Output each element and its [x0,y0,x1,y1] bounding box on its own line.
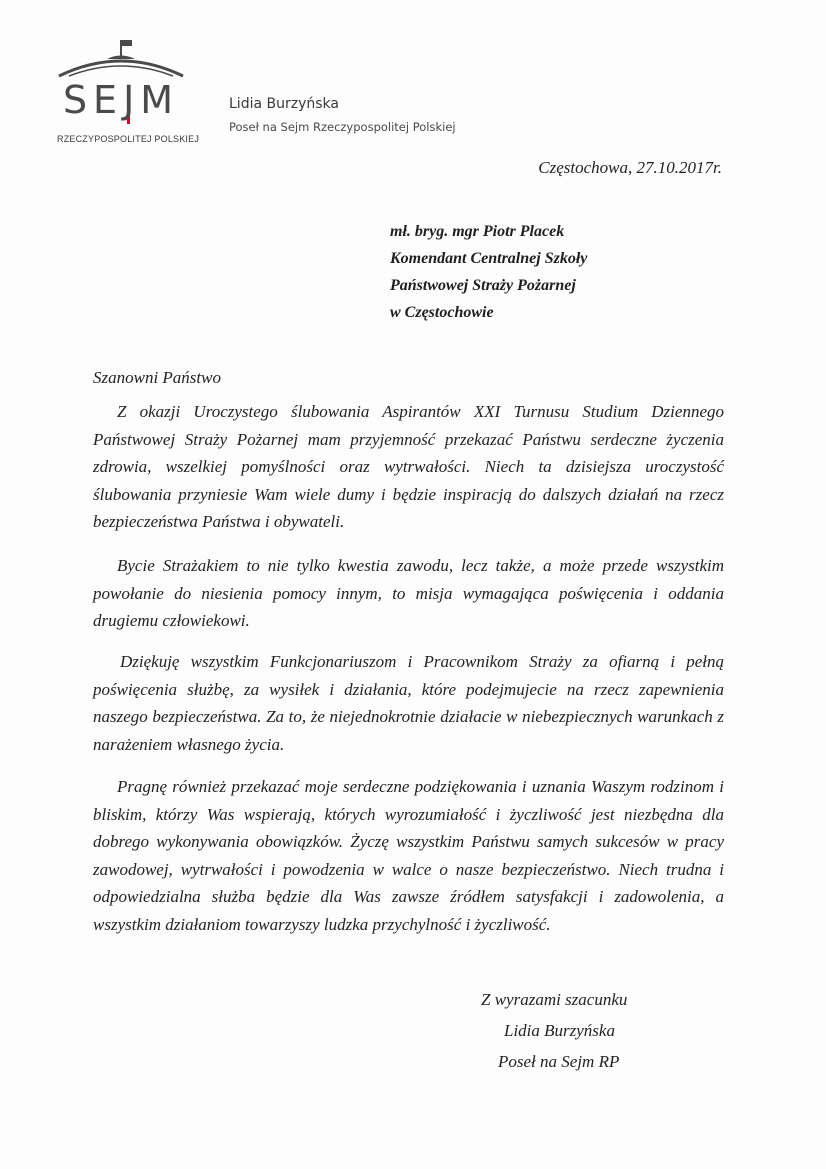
closing-block [481,984,627,1077]
signature-name: Lidia Burzyńska [504,1021,615,1040]
closing-salutation: Z wyrazami szacunku [481,990,628,1009]
sender-role: Poseł na Sejm Rzeczypospolitej Polskiej [229,120,456,134]
recipient-city: w Częstochowie [390,304,494,321]
recipient-organization: Państwowej Straży Pożarnej [390,277,576,294]
logo-wordmark: SEJM [62,78,180,122]
recipient-name: mł. bryg. mgr Piotr Placek [390,223,565,240]
body-paragraph-3: Dziękuję wszystkim Funkcjonariuszom i Pracownikom Straży za ofiarną i pełną poświęcenia służbę, za wysiłek i działania, które podejmujecie na rzecz zapewnienia naszego bezpieczeństwa. Za to, że niejednokrotnie działacie w niebezpiecznych warunkach z narażeniem własnego życia. [93,652,724,754]
letter-date: Częstochowa, 27.10.2017r. [538,158,722,177]
body-paragraph-2: Bycie Strażakiem to nie tylko kwestia zawodu, lecz także, a może przede wszystkim powołanie do niesienia pomocy innym, to misja wymagająca poświęcenia i oddania drugiemu człowiekowi. [93,556,724,631]
greeting: Szanowni Państwo [93,368,221,387]
recipient-title: Komendant Centralnej Szkoły [390,250,588,267]
sejm-logo [55,36,200,144]
body-paragraph-4: Pragnę również przekazać moje serdeczne podziękowania i uznania Waszym rodzinom i bliskim, którzy Was wspierają, których wyrozumiałość i życzliwość jest niezbędna dla dobrego wykonywania obowiązków. Życzę wszystkim Państwu samych sukcesów w pracy zawodowej, wytrwałości i powodzenia w walce o nasze bezpieczeństwo. Niech trudna i odpowiedzialna służba będzie dla Was zawsze źródłem satysfakcji i zadowolenia, a wszystkim działaniom towarzyszy ludzka przychylność i życzliwość. [93,777,724,934]
sender-name: Lidia Burzyńska [229,96,339,112]
logo-subtitle: RZECZYPOSPOLITEJ POLSKIEJ [57,134,200,144]
signature-title: Poseł na Sejm RP [498,1052,620,1071]
recipient-block [390,218,587,326]
body-paragraph-1: Z okazji Uroczystego ślubowania Aspirantów XXI Turnusu Studium Dziennego Państwowej Straży Pożarnej mam przyjemność przekazać Państwu serdeczne życzenia zdrowia, wszelkiej pomyślności oraz wytrwałości. Niech ta dzisiejsza uroczystość ślubowania przyniesie Wam wiele dumy i będzie inspiracją do dalszych działań na rzecz bezpieczeństwa Państwa i obywateli. [93,402,724,532]
